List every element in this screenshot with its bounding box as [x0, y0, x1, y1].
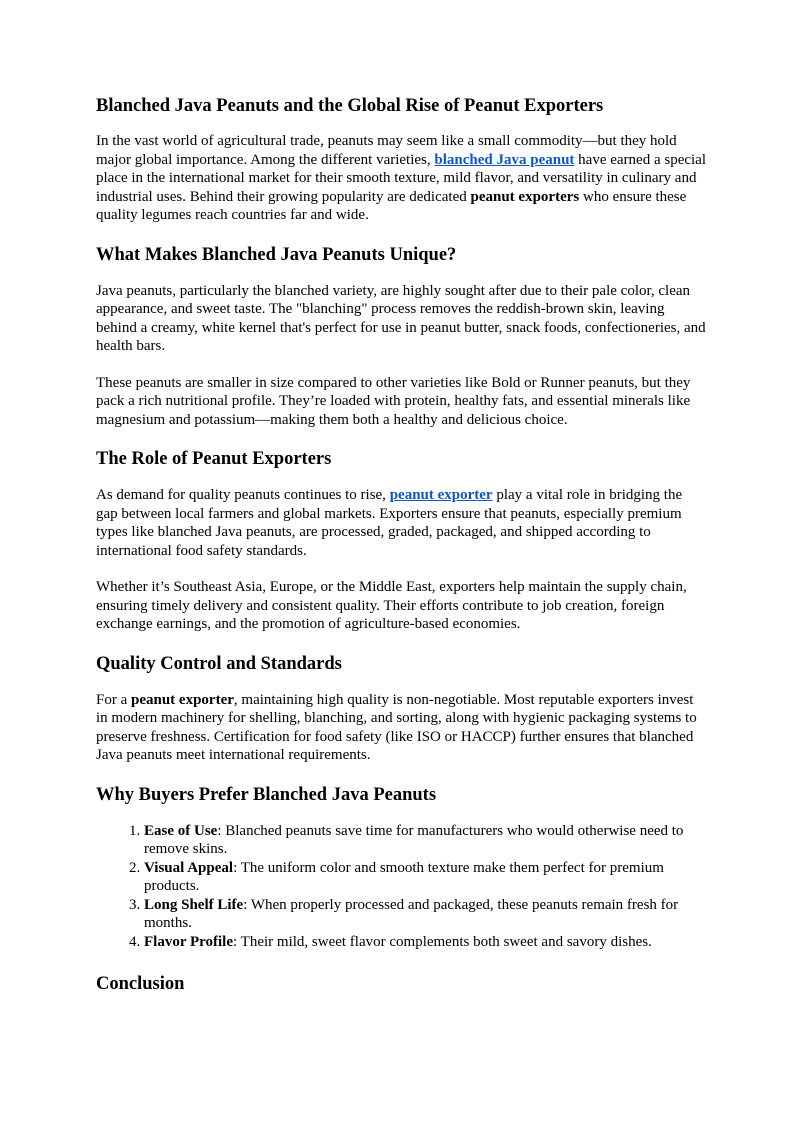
list-item — [144, 896, 706, 933]
intro-bold-peanut-exporters: peanut exporters — [470, 188, 580, 205]
section-heading-role: The Role of Peanut Exporters — [96, 449, 332, 469]
list-item-term: Flavor Profile — [144, 933, 234, 950]
page-title: Blanched Java Peanuts and the Global Rise of Peanut Exporters — [96, 96, 604, 116]
section-heading-buyers: Why Buyers Prefer Blanched Java Peanuts — [96, 784, 437, 805]
quality-bold-peanut-exporter: peanut exporter — [131, 691, 234, 708]
section-unique-paragraph-1: Java peanuts, particularly the blanched variety, are highly sought after due to their pale color, clean appearance, and sweet taste. The "blanching" process removes the reddish-brown skin, leaving behind a creamy, white kernel that's perfect for use in peanut butter, snack foods, confectioneries, and health bars. — [96, 282, 706, 354]
intro-text-1: In the vast world of agricultural trade, peanuts may seem like a small commodity—but they hold major global importance. Among the different varieties, — [96, 133, 677, 168]
list-item — [144, 859, 706, 896]
intro-paragraph — [96, 132, 706, 225]
document-page — [96, 95, 706, 995]
list-item — [144, 933, 706, 952]
section-quality-paragraph — [96, 691, 706, 765]
blanched-java-peanut-link[interactable]: blanched Java peanut — [434, 151, 575, 168]
section-heading-unique: What Makes Blanched Java Peanuts Unique? — [96, 244, 457, 265]
role-text-1: As demand for quality peanuts continues to rise, — [96, 487, 390, 503]
list-item-term: Visual Appeal — [144, 859, 234, 876]
section-heading-quality: Quality Control and Standards — [96, 653, 342, 674]
role-text-2: play a vital role in bridging the gap between local farmers and global markets. Exporters ensure that peanuts, especially premium types like blanched Java peanuts, are processed, graded, packaged, and shipped according to international food safety standards. — [96, 487, 683, 559]
list-item-text: : The uniform color and smooth texture make them perfect for premium products. — [144, 859, 664, 894]
peanut-exporter-link[interactable]: peanut exporter — [389, 487, 493, 503]
quality-text-1: For a — [96, 691, 131, 708]
section-role-paragraph-2: Whether it’s Southeast Asia, Europe, or the Middle East, exporters help maintain the supply chain, ensuring timely delivery and consistent quality. Their efforts contribute to job creation, foreign exchange earnings, and the promotion of agriculture-based economies. — [96, 579, 687, 632]
list-item-term: Ease of Use — [144, 822, 218, 839]
list-item-text: : Blanched peanuts save time for manufacturers who would otherwise need to remove skins. — [144, 822, 684, 857]
list-item-text: : Their mild, sweet flavor complements both sweet and savory dishes. — [233, 933, 652, 950]
section-unique-paragraph-2: These peanuts are smaller in size compared to other varieties like Bold or Runner peanuts, but they pack a rich nutritional profile. They’re loaded with protein, healthy fats, and essential minerals like magnesium and potassium—making them both a healthy and delicious choice. — [96, 374, 691, 428]
quality-text-2: , maintaining high quality is non-negotiable. Most reputable exporters invest in modern machinery for shelling, blanching, and sorting, along with hygienic packaging systems to preserve freshness. Certification for food safety (like ISO or HACCP) further ensures that blanched Java peanuts meet international requirements. — [96, 691, 697, 763]
list-item-term: Long Shelf Life — [144, 896, 244, 913]
buyers-reasons-list — [96, 822, 706, 952]
intro-text-2: have earned a special place in the international market for their smooth texture, mild flavor, and versatility in culinary and industrial uses. Behind their growing popularity are dedicated — [96, 151, 707, 205]
list-item — [144, 822, 706, 859]
list-item-text: : When properly processed and packaged, these peanuts remain fresh for months. — [144, 896, 679, 931]
section-role-paragraph-1 — [96, 486, 706, 560]
intro-text-3: who ensure these quality legumes reach countries far and wide. — [96, 188, 687, 223]
section-heading-conclusion: Conclusion — [96, 974, 185, 994]
